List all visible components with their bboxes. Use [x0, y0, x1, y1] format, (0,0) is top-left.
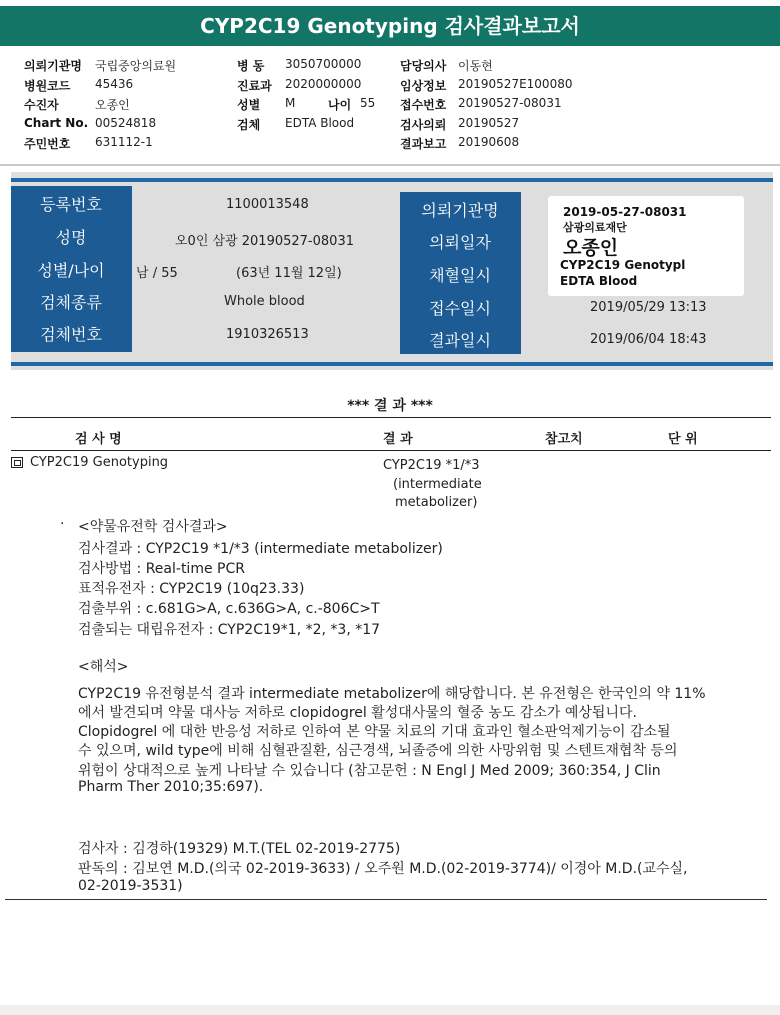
header-value-doctor: 이동현: [458, 59, 493, 73]
header-value-department: 2020000000: [285, 77, 362, 91]
scan-key-result-time: 결과일시: [429, 331, 491, 350]
column-header-reference: 참고치: [545, 432, 583, 447]
header-key-patient: 수진자: [24, 98, 59, 112]
scan-key-specimen-no: 검체번호: [40, 325, 102, 344]
header-key-hospital-code: 병원코드: [24, 79, 71, 93]
interpretation-line: 에서 발견되며 약물 대사능 저하로 clopidogrel 활성대사물의 혈중 농도 감소가 예상됩니다.: [78, 705, 637, 721]
interpretation-heading: <해석>: [78, 659, 129, 675]
scan-value-specimen-type: Whole blood: [224, 294, 305, 309]
findings-line: 표적유전자 : CYP2C19 (10q23.33): [78, 581, 305, 597]
label-test-name: CYP2C19 Genotypl: [560, 258, 686, 272]
scan-value-birth-date: (63년 11월 12일): [236, 266, 342, 281]
header-key-receipt-no: 접수번호: [400, 98, 447, 112]
header-value-institution: 국립중앙의료원: [95, 59, 177, 73]
label-foundation: 삼광의료재단: [563, 221, 627, 234]
findings-heading: <약물유전학 검사결과>: [78, 519, 228, 535]
report-title: CYP2C19 Genotyping 검사결과보고서: [0, 6, 780, 46]
scan-key-collection-time: 채혈일시: [429, 266, 491, 285]
header-key-report-date: 결과보고: [400, 137, 447, 151]
bottom-rule: [5, 899, 767, 900]
scan-key-institution: 의뢰기관명: [421, 201, 499, 220]
interpretation-line: Clopidogrel 에 대한 반응성 저하로 인하여 본 약물 치료의 기대 효과인 혈소판억제기능이 감소될: [78, 724, 671, 740]
reviewer-signature: 판독의 : 김보연 M.D.(의국 02-2019-3633) / 오주원 M.D.(02-2019-3774)/ 이경아 M.D.(교수실,: [78, 861, 688, 877]
findings-bullet: ·: [60, 516, 65, 532]
results-top-rule: [11, 417, 771, 418]
result-line-2: (intermediate: [393, 477, 482, 492]
scan-key-receipt-time: 접수일시: [429, 299, 491, 318]
scan-key-specimen-type: 검체종류: [40, 293, 102, 312]
header-value-hospital-code: 45436: [95, 77, 134, 91]
column-header-test-name: 검 사 명: [75, 432, 122, 447]
header-value-report-date: 20190608: [458, 135, 520, 149]
header-key-clinical-info: 임상정보: [400, 79, 447, 93]
scan-top-line: [11, 178, 773, 182]
header-divider: [0, 164, 780, 166]
header-value-ward: 3050700000: [285, 57, 362, 71]
header-key-ward: 병 동: [237, 59, 265, 73]
header-value-request-date: 20190527: [458, 116, 520, 130]
label-specimen: EDTA Blood: [560, 274, 638, 288]
page-footer-band: [0, 1005, 780, 1015]
scan-key-reg-no: 등록번호: [40, 195, 102, 214]
header-key-request-date: 검사의뢰: [400, 118, 447, 132]
scan-value-result-time: 2019/06/04 18:43: [590, 332, 707, 347]
header-value-receipt-no: 20190527-08031: [458, 96, 562, 110]
header-value-chart-no: 00524818: [95, 116, 157, 130]
scan-value-name: 오0인 삼광 20190527-08031: [175, 234, 354, 249]
header-key-institution: 의뢰기관명: [24, 59, 82, 73]
interpretation-line: Pharm Ther 2010;35:697).: [78, 779, 264, 795]
scan-value-reg-no: 1100013548: [226, 197, 309, 212]
label-receipt-no: 2019-05-27-08031: [563, 205, 687, 219]
findings-line: 검출부위 : c.681G>A, c.636G>A, c.-806C>T: [78, 601, 380, 617]
header-key-doctor: 담당의사: [400, 59, 447, 73]
header-value-age: 55: [360, 96, 376, 110]
header-key-age: 나이: [328, 98, 352, 112]
reviewer-signature: 02-2019-3531): [78, 878, 183, 894]
scan-key-sex-age: 성별/나이: [37, 261, 105, 280]
test-item-icon: [11, 457, 23, 468]
results-section-title: *** 결 과 ***: [347, 398, 433, 414]
interpretation-line: CYP2C19 유전형분석 결과 intermediate metabolizer에 해당합니다. 본 유전형은 한국인의 약 11%: [78, 686, 706, 702]
result-line-3: metabolizer): [395, 495, 478, 510]
header-key-chart-no: Chart No.: [24, 116, 89, 130]
header-key-resident-no: 주민번호: [24, 137, 71, 151]
scan-key-request-date: 의뢰일자: [429, 233, 491, 252]
scan-value-receipt-time: 2019/05/29 13:13: [590, 300, 707, 315]
scan-bottom-line: [11, 362, 773, 366]
findings-line: 검사방법 : Real-time PCR: [78, 561, 245, 577]
header-value-specimen: EDTA Blood: [285, 116, 355, 130]
findings-line: 검출되는 대립유전자 : CYP2C19*1, *2, *3, *17: [78, 622, 381, 638]
column-header-unit: 단 위: [668, 432, 698, 447]
header-value-resident-no: 631112-1: [95, 135, 153, 149]
label-patient-name: 오종인: [563, 237, 619, 259]
header-key-department: 진료과: [237, 79, 272, 93]
test-name: CYP2C19 Genotyping: [30, 455, 169, 470]
interpretation-line: 수 있으며, wild type에 비해 심혈관질환, 심근경색, 뇌졸증에 의한 사망위험 및 스텐트재협착 등의: [78, 743, 678, 759]
scan-key-name: 성명: [55, 228, 87, 247]
header-value-patient: 오종인: [95, 98, 130, 112]
header-value-clinical-info: 20190527E100080: [458, 77, 573, 91]
examiner-signature: 검사자 : 김경하(19329) M.T.(TEL 02-2019-2775): [78, 841, 401, 857]
header-key-specimen: 검체: [237, 118, 261, 132]
header-value-sex: M: [285, 96, 296, 110]
column-header-result: 결 과: [383, 432, 413, 447]
results-header-rule: [11, 450, 771, 451]
header-key-sex: 성별: [237, 98, 261, 112]
interpretation-line: 위험이 상대적으로 높게 나타날 수 있습니다 (참고문헌 : N Engl J Med 2009; 360:354, J Clin: [78, 763, 661, 779]
findings-line: 검사결과 : CYP2C19 *1/*3 (intermediate metabolizer): [78, 541, 443, 557]
result-line-1: CYP2C19 *1/*3: [383, 458, 480, 473]
scan-value-sex-age: 남 / 55: [136, 266, 178, 281]
scan-value-specimen-no: 1910326513: [226, 327, 309, 342]
